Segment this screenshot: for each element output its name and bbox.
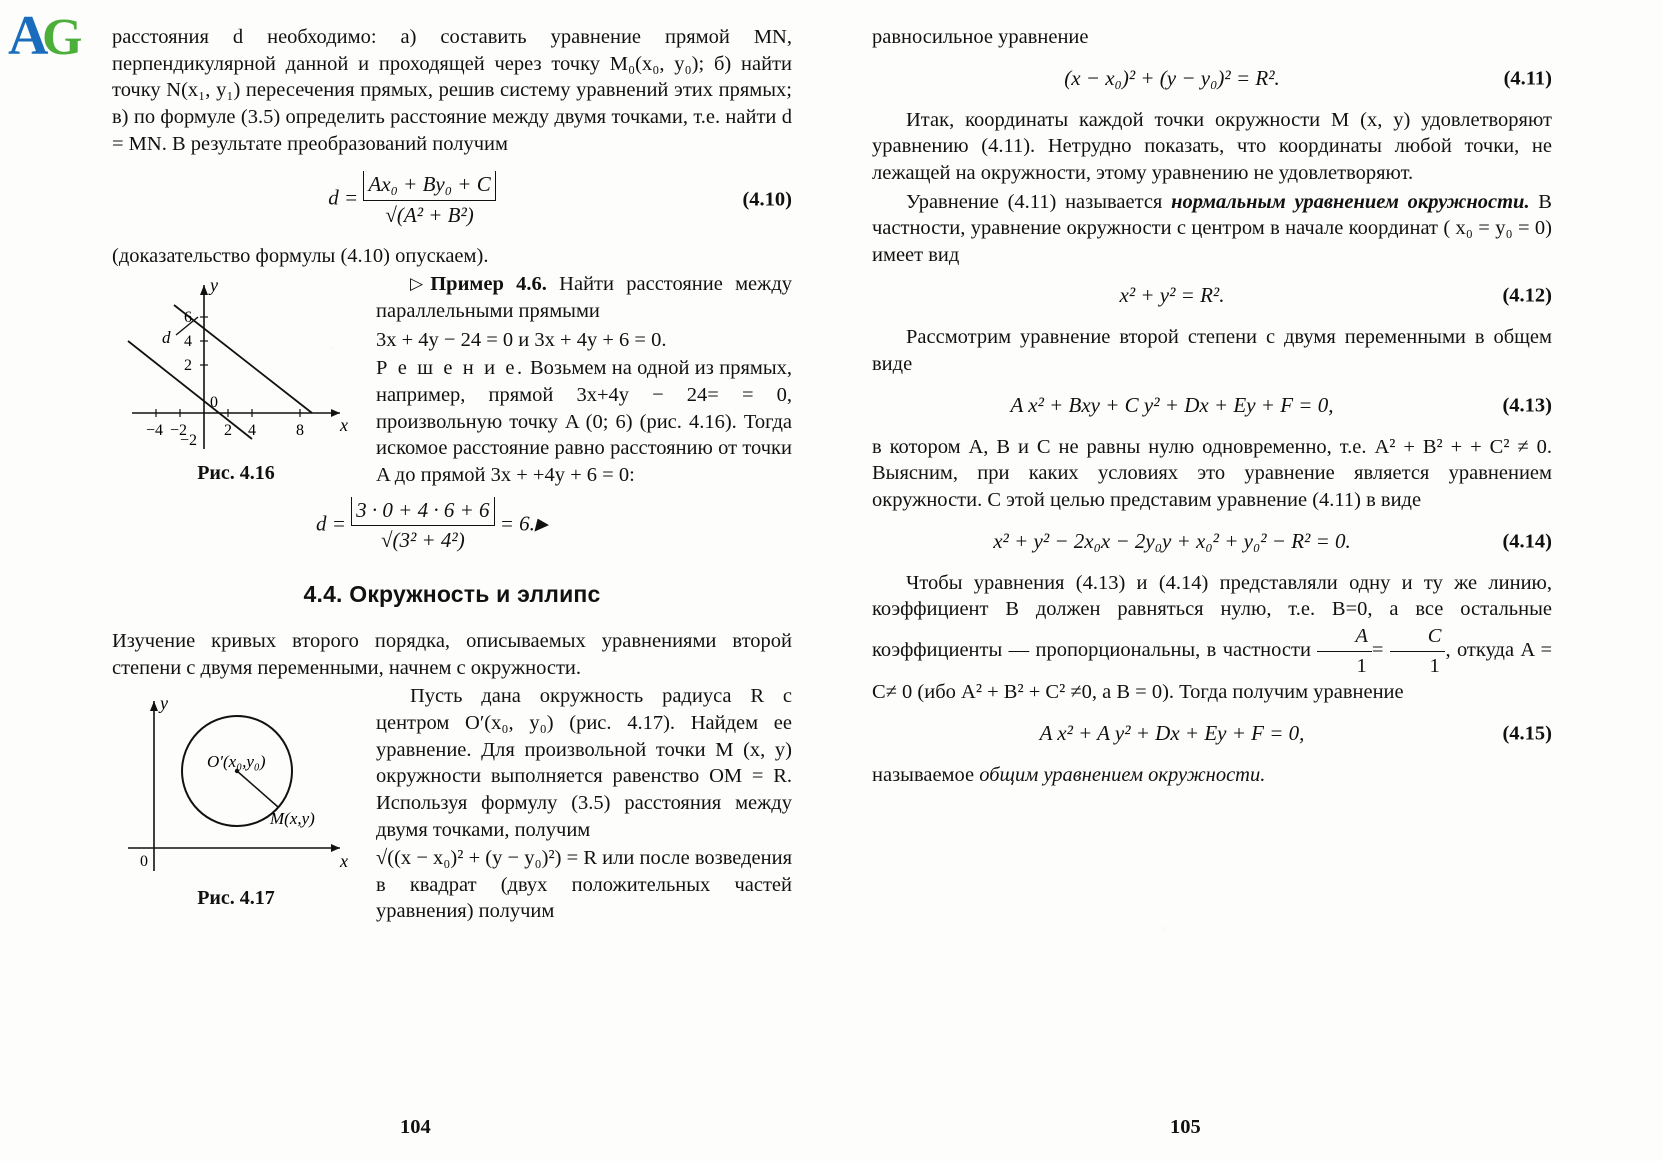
left-paragraph-3: Пусть дана окружность радиуса R с центром O′(x₀, y₀) (рис. 4.17). Найдем ее уравнение. Для произвольной точки M (x, y) окружности выполняется равенство OM = R. Используя формулу (3.5) расстояния между двумя точками, получим xyxy=(376,685,792,841)
fraction-a-denominator: 1 xyxy=(1356,654,1367,677)
svg-text:O′(x₀,y₀): O′(x₀,y₀) xyxy=(207,752,266,772)
formula-4-15-number: (4.15) xyxy=(1502,722,1552,745)
svg-text:−4: −4 xyxy=(146,422,164,440)
svg-text:2: 2 xyxy=(224,422,232,440)
svg-text:0: 0 xyxy=(210,394,218,412)
page-number-right: 105 xyxy=(1170,1116,1201,1138)
right-paragraph-3 xyxy=(872,189,1552,269)
formula-4-11-number: (4.11) xyxy=(1503,67,1552,90)
right-paragraph-7-italic: общим уравнением окружности. xyxy=(979,763,1266,786)
fraction-c-numerator: C xyxy=(1390,623,1446,652)
fraction-a-numerator: A xyxy=(1317,623,1372,652)
figure-4-17 xyxy=(112,693,360,911)
fraction-c-denominator: 1 xyxy=(1429,654,1440,677)
svg-text:y: y xyxy=(160,693,168,714)
formula-4-13-body: A x² + Bxy + C y² + Dx + Ey + F = 0, xyxy=(1010,392,1334,417)
figure-4-17-drawing xyxy=(112,693,360,883)
right-paragraph-3-post: В частности, уравнение окружности с центром в начале координат ( x₀ = y₀ = 0) имеет вид xyxy=(872,190,1552,266)
right-paragraph-7 xyxy=(872,762,1552,789)
formula-4-10-number: (4.10) xyxy=(742,188,792,211)
logo-letter-g: G xyxy=(42,9,83,66)
right-paragraph-6-a: Чтобы уравнения (4.13) и (4.14) представляли одну и ту же линию, коэффициент B должен равняться нулю, т.е. B=0, а все остальные коэффициенты — пропорциональны, в частности xyxy=(872,571,1552,661)
left-paragraph-1: расстояния d необходимо: а) составить уравнение прямой MN, перпендикулярной данной и проходящей через точку M₀(x₀, y₀); б) найти точку N(x₁, y₁) пересечения прямых, решив систему уравнений этих прямых; в) по формуле (3.5) определить расстояние между двумя точками, т.е. найти d = MN. В результате преобразований получим xyxy=(112,26,792,155)
formula-4-10 xyxy=(112,171,792,229)
right-paragraph-2: Итак, координаты каждой точки окружности M (x, y) удовлетворяют уравнению (4.11). Нетрудно показать, что координаты любой точки, не лежащей на окружности, этому уравнению не удовлетворяют. xyxy=(872,108,1552,184)
right-paragraph-3-italic: нормальным уравнением окружности. xyxy=(1171,190,1530,213)
solution-text: Возьмем на одной из прямых, например, прямой 3x+4y − 24= = 0, произвольную точку A (0; 6) (рис. 4.16). Тогда искомое расстояние равно расстоянию от точки A до прямой 3x + +4y + 6 = 0: xyxy=(376,357,792,486)
formula-4-14 xyxy=(872,528,1552,556)
formula-4-15 xyxy=(872,720,1552,748)
fraction-c-over-1 xyxy=(1390,623,1446,679)
formula-4-13 xyxy=(872,392,1552,420)
formula-example-lhs: d = xyxy=(315,511,346,536)
formula-4-12-number: (4.12) xyxy=(1502,285,1552,308)
formula-example-4-6 xyxy=(112,497,792,555)
right-paragraph-4: Рассмотрим уравнение второй степени с двумя переменными в общем виде xyxy=(872,326,1552,376)
formula-4-15-body: A x² + A y² + Dx + Ey + F = 0, xyxy=(1039,720,1305,745)
right-paragraph-1: равносильное уравнение xyxy=(872,26,1089,48)
svg-text:4: 4 xyxy=(184,333,192,351)
right-paragraph-7-pre: называемое xyxy=(872,763,980,786)
formula-4-11 xyxy=(872,65,1552,93)
left-paragraph-3-end: или после возведения в квадрат (двух положительных частей уравнения) получим xyxy=(376,847,792,923)
formula-4-13-number: (4.13) xyxy=(1502,394,1552,417)
right-paragraph-6 xyxy=(872,570,1552,706)
formula-4-10-fraction xyxy=(363,171,495,229)
svg-text:d: d xyxy=(162,328,171,348)
right-paragraph-6-b: = xyxy=(1371,638,1390,661)
figure-4-16 xyxy=(112,273,360,486)
formula-4-14-body: x² + y² − 2x₀x − 2y₀y + x₀² + y₀² − R² = 0. xyxy=(993,528,1351,553)
logo xyxy=(8,6,86,68)
example-equations: 3x + 4y − 24 = 0 и 3x + 4y + 6 = 0. xyxy=(376,328,667,351)
figure-4-17-caption: Рис. 4.17 xyxy=(197,887,275,910)
formula-4-12 xyxy=(872,282,1552,310)
example-text: Найти расстояние между параллельными прямыми xyxy=(376,273,793,323)
left-note: (доказательство формулы (4.10) опускаем). xyxy=(112,244,489,267)
svg-text:x: x xyxy=(340,851,348,872)
figure-4-16-drawing xyxy=(112,273,360,458)
svg-text:6: 6 xyxy=(184,309,192,327)
svg-text:x: x xyxy=(340,415,348,436)
right-paragraph-3-pre: Уравнение (4.11) называется xyxy=(906,190,1172,213)
svg-text:M(x,y): M(x,y) xyxy=(270,809,315,829)
formula-example-result: = 6. xyxy=(499,511,535,536)
figure-4-16-caption: Рис. 4.16 xyxy=(197,462,275,485)
formula-4-12-body: x² + y² = R². xyxy=(1119,283,1225,308)
inline-formula-text: √((x − x₀)² + (y − y₀)²) = R xyxy=(376,847,597,870)
formula-4-10-lhs: d = xyxy=(328,185,359,210)
right-page-column xyxy=(872,24,1552,791)
svg-text:4: 4 xyxy=(248,422,256,440)
left-page-column xyxy=(112,24,792,927)
left-paragraph-2: Изучение кривых второго порядка, описываемых уравнениями второй степени с двумя переменными, начнем с окружности. xyxy=(112,630,792,679)
formula-4-11-body: (x − x₀)² + (y − y₀)² = R². xyxy=(1064,65,1280,90)
section-title-4-4: 4.4. Окружность и эллипс xyxy=(303,581,601,608)
formula-4-10-numerator: Ax₀ + By₀ + C xyxy=(363,171,495,200)
formula-example-fraction xyxy=(351,497,494,555)
page-number-left: 104 xyxy=(400,1116,431,1138)
example-title: Пример 4.6. xyxy=(430,273,547,296)
svg-text:0: 0 xyxy=(140,853,148,871)
svg-text:−2: −2 xyxy=(180,432,198,450)
svg-text:2: 2 xyxy=(184,357,192,375)
right-paragraph-6-c: , откуда A = C≠ 0 (ибо A² + B² + C² ≠0, а B = 0). Тогда получим уравнение xyxy=(872,638,1553,704)
formula-example-denominator: √(3² + 4²) xyxy=(380,527,465,552)
example-end-marker: ▶ xyxy=(534,514,548,534)
formula-4-10-denominator: √(A² + B²) xyxy=(385,202,474,227)
svg-text:y: y xyxy=(210,275,218,296)
logo-letter-a: A xyxy=(8,5,49,67)
example-start-marker: ▷ xyxy=(410,274,431,294)
formula-example-numerator: 3 · 0 + 4 · 6 + 6 xyxy=(351,497,494,526)
svg-text:−2: −2 xyxy=(170,422,188,440)
fraction-a-over-1 xyxy=(1317,623,1372,679)
svg-text:8: 8 xyxy=(296,422,304,440)
solution-label: Р е ш е н и е. xyxy=(376,357,525,380)
formula-4-14-number: (4.14) xyxy=(1502,530,1552,553)
right-paragraph-5: в котором A, B и C не равны нулю одновременно, т.е. A² + B² + + C² ≠ 0. Выясним, при каких условиях это уравнение является уравнением окружности. С этой целью представим уравнение (4.11) в виде xyxy=(872,435,1552,512)
